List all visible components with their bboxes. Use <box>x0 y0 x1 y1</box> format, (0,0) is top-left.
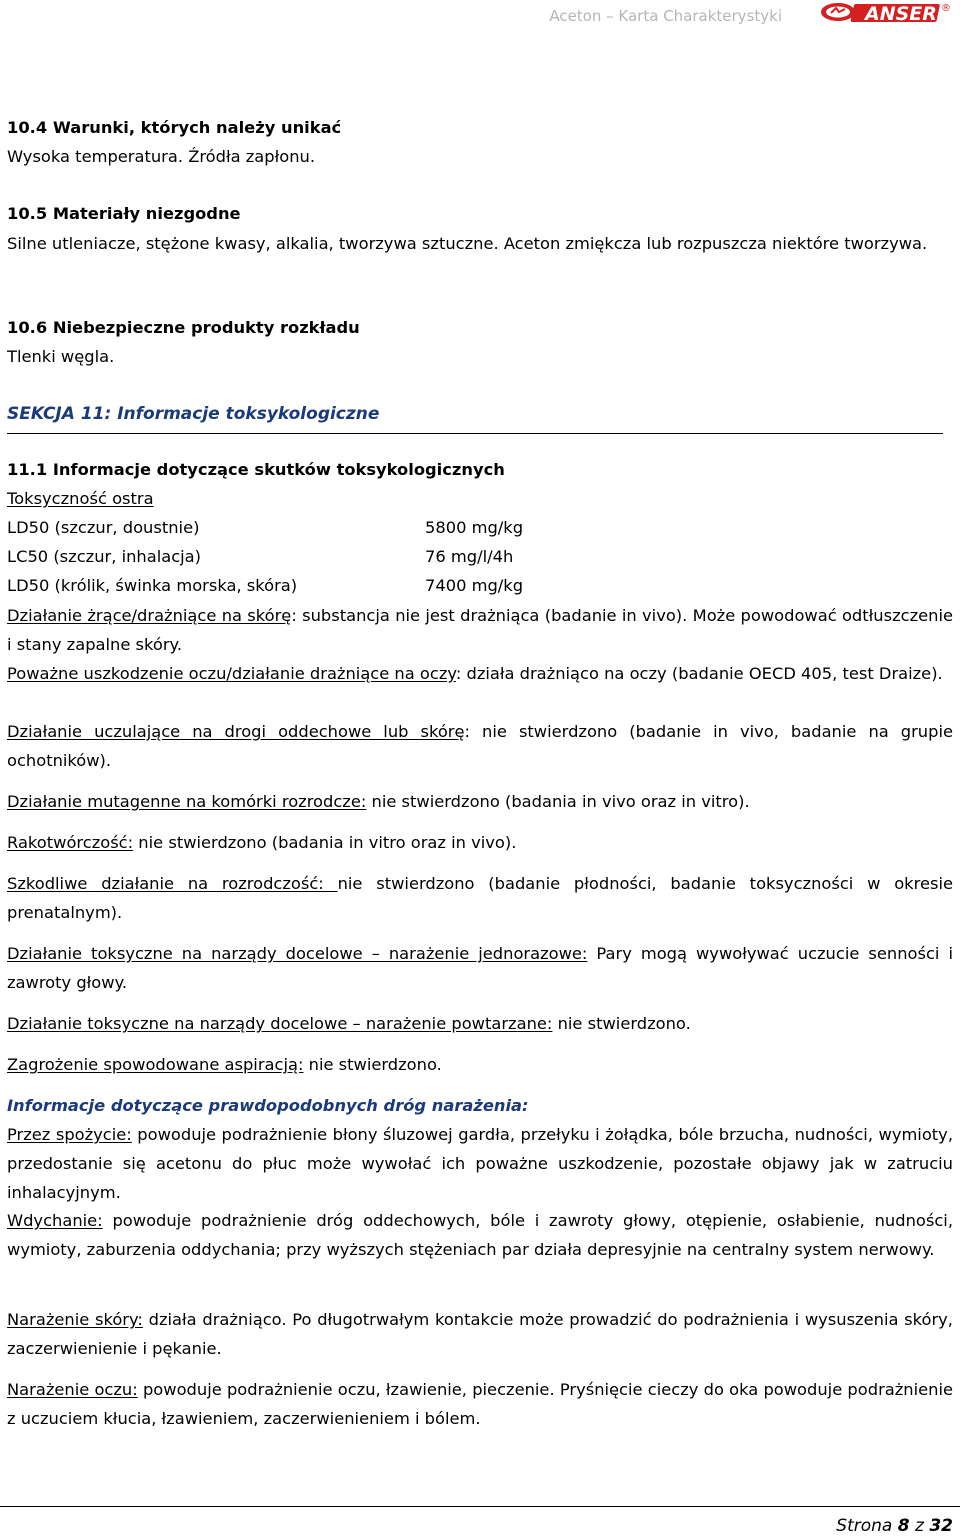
skin-corrosion-label: Działanie żrące/drażniące na skórę <box>7 606 292 625</box>
text-10-4: Wysoka temperatura. Źródła zapłonu. <box>7 147 316 166</box>
tox-row-2-label: LC50 (szczur, inhalacja) <box>7 547 202 566</box>
carcinogenicity-paragraph <box>7 828 953 857</box>
logo-registered-mark: ® <box>941 3 951 14</box>
stot-single-text: Pary mogą wywoływać uczucie senności i zawroty głowy. <box>7 944 953 992</box>
section-11-title: SEKCJA 11: Informacje toksykologiczne <box>7 404 380 424</box>
tox-row-3-value: 7400 mg/kg <box>425 576 524 595</box>
text-10-6: Tlenki węgla. <box>7 347 115 366</box>
reproductive-toxicity-paragraph <box>7 869 953 927</box>
skin-corrosion-text: : substancja nie jest drażniąca (badanie in vivo). Może powodować odtłuszczenie i stany zapalne skóry. <box>7 606 953 654</box>
exposure-routes-heading: Informacje dotyczące prawdopodobnych dróg narażenia: <box>7 1096 529 1115</box>
ingestion-paragraph <box>7 1120 953 1207</box>
aspiration-label: Zagrożenie spowodowane aspiracją: <box>7 1055 304 1074</box>
tox-row-3-label: LD50 (królik, świnka morska, skóra) <box>7 576 298 595</box>
mutagenicity-label: Działanie mutagenne na komórki rozrodcze: <box>7 792 367 811</box>
tox-row-1-label: LD50 (szczur, doustnie) <box>7 518 200 537</box>
acute-toxicity-label: Toksyczność ostra <box>7 489 154 508</box>
heading-10-6: 10.6 Niebezpieczne produkty rozkładu <box>7 318 360 337</box>
tox-row-1-value: 5800 mg/kg <box>425 518 524 537</box>
eye-damage-paragraph <box>7 659 953 688</box>
eye-damage-text: : działa drażniąco na oczy (badanie OECD 405, test Draize). <box>455 664 943 683</box>
mutagenicity-paragraph <box>7 787 953 816</box>
ingestion-text: powoduje podrażnienie błony śluzowej gardła, przełyku i żołądka, bóle brzucha, nudności, wymioty, przedostanie się acetonu do płuc może wywołać ich poważne uszkodzenie, pozostałe objawy jak w zatruciu inhalacyjnym. <box>7 1125 953 1202</box>
eye-exposure-label: Narażenie oczu: <box>7 1380 138 1399</box>
sensitisation-paragraph <box>7 717 953 775</box>
text-10-5: Silne utleniacze, stężone kwasy, alkalia, tworzywa sztuczne. Aceton zmiękcza lub rozpuszcza niektóre tworzywa. <box>7 234 928 253</box>
stot-repeated-text: nie stwierdzono. <box>552 1014 691 1033</box>
eye-exposure-paragraph <box>7 1375 953 1433</box>
page-total: 32 <box>929 1516 953 1536</box>
page-separator: z <box>914 1516 924 1536</box>
sensitisation-text: : nie stwierdzono (badanie in vivo, badanie na grupie ochotników). <box>7 722 953 770</box>
heading-10-4: 10.4 Warunki, których należy unikać <box>7 118 342 137</box>
stot-repeated-paragraph <box>7 1009 953 1038</box>
skin-exposure-text: działa drażniąco. Po długotrwałym kontakcie może prowadzić do podrażnienia i wysuszenia skóry, zaczerwienienie i pękanie. <box>7 1310 953 1358</box>
logo-wordmark: ANSER <box>865 3 937 25</box>
inhalation-label: Wdychanie: <box>7 1211 103 1230</box>
footer-divider <box>0 1506 960 1507</box>
heading-10-5: 10.5 Materiały niezgodne <box>7 204 241 223</box>
document-header-title: Aceton – Karta Charakterystyki <box>549 7 782 25</box>
skin-exposure-paragraph <box>7 1305 953 1363</box>
page-prefix: Strona <box>836 1516 893 1536</box>
aspiration-text: nie stwierdzono. <box>303 1055 442 1074</box>
reproductive-toxicity-text: nie stwierdzono (badanie płodności, badanie toksyczności w okresie prenatalnym). <box>7 874 953 922</box>
carcinogenicity-label: Rakotwórczość: <box>7 833 134 852</box>
stot-single-paragraph <box>7 939 953 997</box>
ingestion-label: Przez spożycie: <box>7 1125 132 1144</box>
inhalation-paragraph <box>7 1206 953 1264</box>
aspiration-paragraph <box>7 1050 953 1079</box>
stot-single-label: Działanie toksyczne na narządy docelowe – narażenie jednorazowe: <box>7 944 588 963</box>
page-number <box>836 1516 953 1536</box>
skin-corrosion-paragraph <box>7 601 953 659</box>
stot-repeated-label: Działanie toksyczne na narządy docelowe – narażenie powtarzane: <box>7 1014 553 1033</box>
heading-11-1: 11.1 Informacje dotyczące skutków toksykologicznych <box>7 460 505 479</box>
inhalation-text: powoduje podrażnienie dróg oddechowych, bóle i zawroty głowy, otępienie, osłabienie, nudności, wymioty, zaburzenia oddychania; przy wyższych stężeniach par działa depresyjnie na centralny system nerwowy. <box>7 1211 953 1259</box>
skin-exposure-label: Narażenie skóry: <box>7 1310 143 1329</box>
eye-exposure-text: powoduje podrażnienie oczu, łzawienie, pieczenie. Pryśnięcie cieczy do oka powoduje podrażnienie z uczuciem kłucia, łzawieniem, zaczerwienieniem i bólem. <box>7 1380 954 1428</box>
tox-row-2-value: 76 mg/l/4h <box>425 547 514 566</box>
page-current: 8 <box>897 1516 910 1536</box>
reproductive-toxicity-label: Szkodliwe działanie na rozrodczość: <box>7 874 338 893</box>
sensitisation-label: Działanie uczulające na drogi oddechowe lub skórę <box>7 722 465 741</box>
mutagenicity-text: nie stwierdzono (badania in vivo oraz in vitro). <box>366 792 750 811</box>
carcinogenicity-text: nie stwierdzono (badania in vitro oraz in vivo). <box>133 833 517 852</box>
eye-damage-label: Poważne uszkodzenie oczu/działanie drażniące na oczy <box>7 664 456 683</box>
